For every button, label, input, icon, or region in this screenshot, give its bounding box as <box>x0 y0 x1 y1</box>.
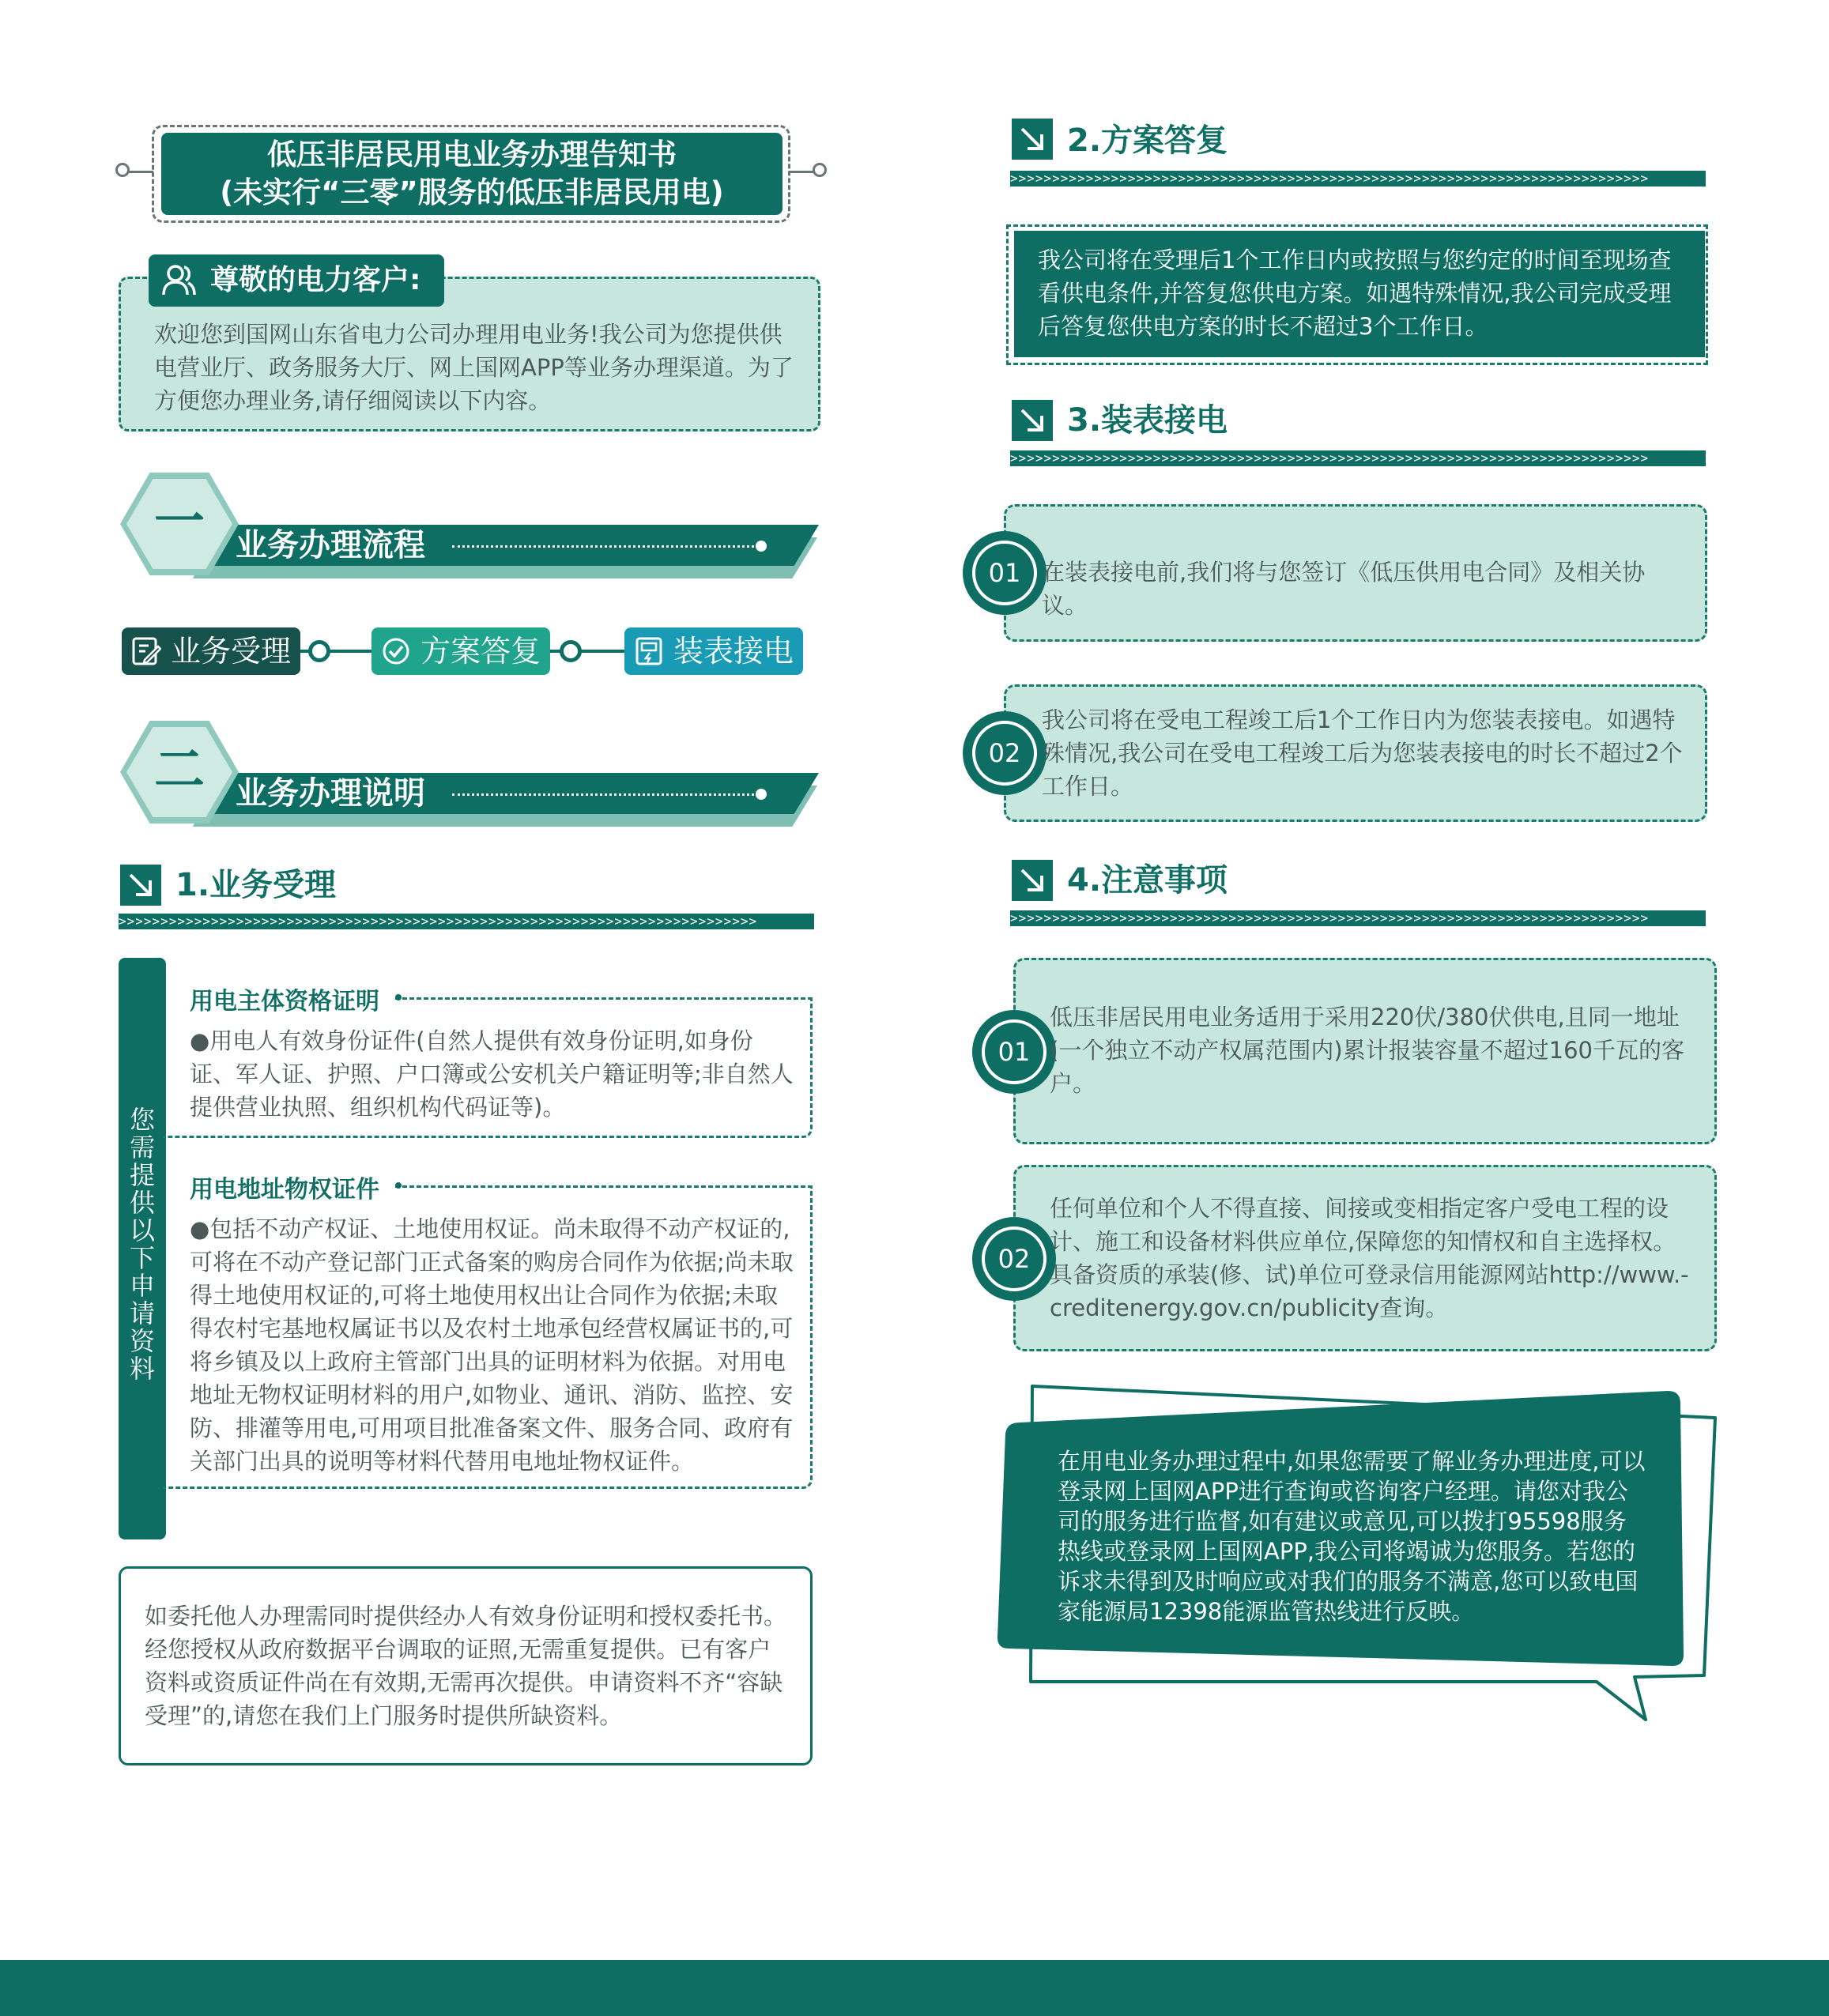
process-step-accept-label: 业务受理 <box>171 634 292 669</box>
install-item-1-text: 在装表接电前,我们将与您签订《低压供用电合同》及相关协议。 <box>1042 559 1646 619</box>
materials-item1-text: ●用电人有效身份证件(自然人提供有效身份证明,如身份证、军人证、护照、户口簿或公安机关户籍证明等;非自然人提供营业执照、组织机构代码证等)。 <box>190 1027 794 1121</box>
page-title-line1: 低压非居民用电业务办理告知书 <box>267 138 677 171</box>
reply-text: 我公司将在受理后1个工作日内或按照与您约定的时间至现场查看供电条件,并答复您供电方案。如遇特殊情况,我公司完成受理后答复您供电方案的时长不超过3个工作日。 <box>1014 231 1705 357</box>
process-step-install <box>624 627 803 675</box>
materials-item1-heading-dot <box>395 994 402 1000</box>
section1-end-dot <box>756 541 767 552</box>
install-title: 3.装表接电 <box>1067 402 1228 439</box>
materials-item1-heading: 用电主体资格证明 <box>190 986 386 1018</box>
title-right-dot <box>813 163 827 177</box>
notice-item-1-text: 低压非居民用电业务适用于采用220伏/380伏供电,且同一地址(一个独立不动产权属范围内)累计报装容量不超过160千瓦的客户。 <box>1050 1004 1684 1097</box>
page-title <box>161 133 783 215</box>
process-step-reply-label: 方案答复 <box>420 634 541 669</box>
edit-icon <box>131 636 161 666</box>
process-connector-1-ring <box>308 640 330 662</box>
materials-item2-heading-dot <box>395 1182 402 1189</box>
check-circle-icon <box>381 636 411 666</box>
arrow-icon <box>1012 119 1053 160</box>
arrow-icon <box>1012 400 1053 441</box>
notice-chevron-bar: >>>>>>>>>>>>>>>>>>>>>>>>>>>>>>>>>>>>>>>>>>>>>>>>>>>>>>>>>>>>>>>>>>>>>>>>>>>> <box>1010 910 1706 926</box>
notice-title: 4.注意事项 <box>1067 862 1228 899</box>
process-step-install-label: 装表接电 <box>673 634 794 669</box>
section2-title: 业务办理说明 <box>236 775 425 812</box>
section2-end-dot <box>756 789 767 800</box>
reply-title: 2.方案答复 <box>1067 122 1228 159</box>
process-step-accept <box>122 627 300 675</box>
greeting-heading <box>149 254 444 307</box>
process-connector-2-ring <box>560 640 582 662</box>
section2-dotted-line <box>452 793 759 796</box>
accept-title: 1.业务受理 <box>175 867 337 903</box>
contact-bubble-text: 在用电业务办理过程中,如果您需要了解业务办理进度,可以登录网上国网APP进行查询或咨询客户经理。请您对我公司的服务进行监督,如有建议或意见,可以拨打95598服务热线或登录网上国网APP,我公司将竭诚为您服务。若您的诉求未得到及时响应或对我们的服务不满意,您可以致电国家能源局12398能源监管热线进行反映。 <box>1058 1448 1646 1625</box>
arrow-icon <box>120 865 161 906</box>
process-step-reply <box>371 627 550 675</box>
install-item-2-number: 02 <box>988 738 1021 768</box>
notice-item-1-number: 01 <box>997 1037 1031 1067</box>
title-left-connector <box>126 171 153 173</box>
materials-item2-heading: 用电地址物权证件 <box>190 1174 386 1206</box>
section2-hexagon <box>120 721 239 823</box>
section1-dotted-line <box>452 545 759 548</box>
section1-title: 业务办理流程 <box>236 527 425 563</box>
materials-side-label: 您需提供以下申请资料 <box>129 1105 155 1384</box>
page-title-line2: (未实行“三零”服务的低压非居民用电) <box>220 175 724 209</box>
greeting-text: 欢迎您到国网山东省电力公司办理用电业务!我公司为您提供供电营业厅、政务服务大厅、网上国网APP等业务办理渠道。为了方便您办理业务,请仔细阅读以下内容。 <box>154 321 794 414</box>
install-item-1-number: 01 <box>988 558 1021 588</box>
title-left-dot <box>115 163 130 177</box>
notice-item-2-text: 任何单位和个人不得直接、间接或变相指定客户受电工程的设计、施工和设备材料供应单位,保障您的知情权和自主选择权。具备资质的承装(修、试)单位可登录信用能源网站http://www.-creditenergy.gov.cn/publicity查询。 <box>1050 1195 1689 1321</box>
install-item-2-text: 我公司将在受电工程竣工后1个工作日内为您装表接电。如遇特殊情况,我公司在受电工程竣工后为您装表接电的时长不超过2个工作日。 <box>1042 707 1683 800</box>
arrow-icon <box>1012 860 1053 901</box>
section1-numeral: 一 <box>154 493 205 552</box>
accept-chevron-bar: >>>>>>>>>>>>>>>>>>>>>>>>>>>>>>>>>>>>>>>>>>>>>>>>>>>>>>>>>>>>>>>>>>>>>>>>>>>> <box>119 914 814 929</box>
greeting-heading-text: 尊敬的电力客户: <box>210 264 421 296</box>
section2-numeral: 二 <box>154 741 205 800</box>
materials-item2-text: ●包括不动产权证、土地使用权证。尚未取得不动产权证的,可将在不动产登记部门正式备案的购房合同作为依据;尚未取得土地使用权证的,可将土地使用权出让合同作为依据;未取得农村宅基地权属证书以及农村土地承包经营权属证书的,可将乡镇及以上政府主管部门出具的证明材料为依据。对用电地址无物权证明材料的用户,如物业、通讯、消防、监控、安防、排灌等用电,可用项目批准备案文件、服务合同、政府有关部门出具的说明等材料代替用电地址物权证件。 <box>190 1215 794 1475</box>
meter-icon <box>634 636 664 666</box>
notice-item-2-number: 02 <box>997 1244 1031 1274</box>
user-icon <box>160 262 198 300</box>
accept-note-text: 如委托他人办理需同时提供经办人有效身份证明和授权委托书。经您授权从政府数据平台调取的证照,无需重复提供。已有客户资料或资质证件尚在有效期,无需再次提供。申请资料不齐“容缺受理”的,请您在我们上门服务时提供所缺资料。 <box>145 1603 787 1729</box>
reply-chevron-bar: >>>>>>>>>>>>>>>>>>>>>>>>>>>>>>>>>>>>>>>>>>>>>>>>>>>>>>>>>>>>>>>>>>>>>>>>>>>> <box>1010 171 1706 187</box>
footer-bar <box>0 1960 1829 2016</box>
title-right-connector <box>789 171 816 173</box>
section1-hexagon <box>120 473 239 575</box>
install-chevron-bar: >>>>>>>>>>>>>>>>>>>>>>>>>>>>>>>>>>>>>>>>>>>>>>>>>>>>>>>>>>>>>>>>>>>>>>>>>>>> <box>1010 450 1706 466</box>
